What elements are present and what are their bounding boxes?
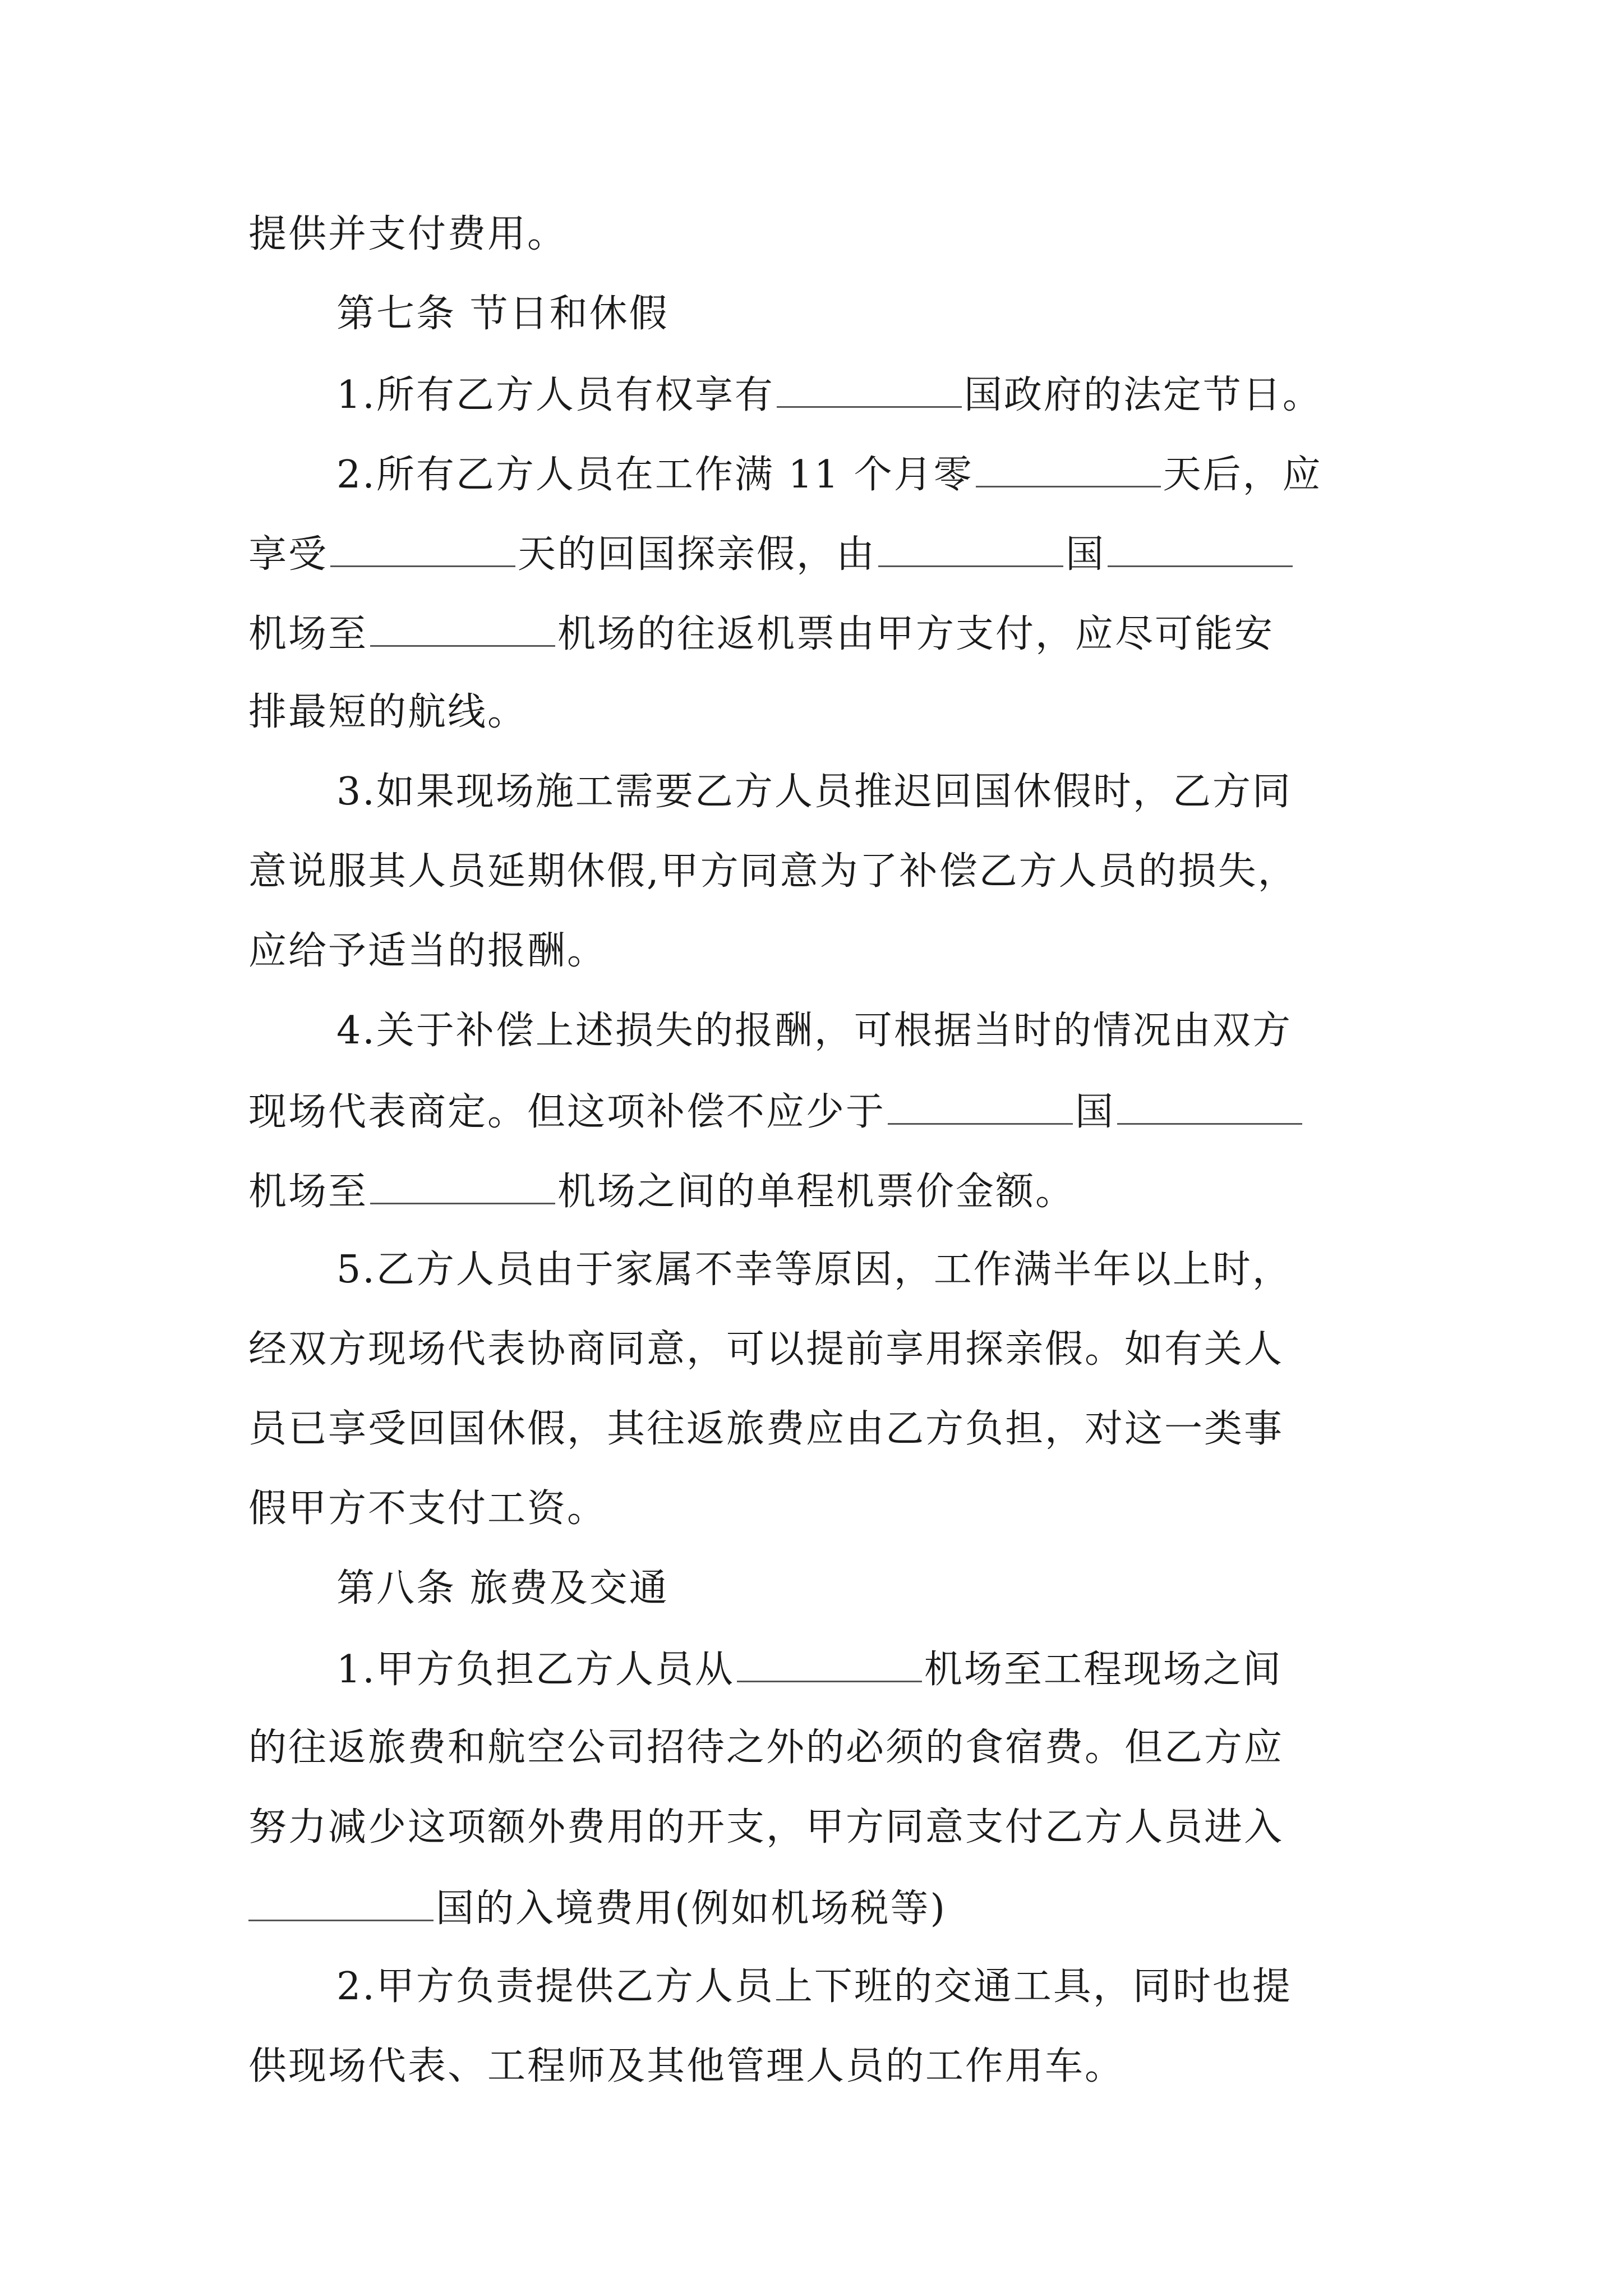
fill-in-blank [777,371,962,408]
text-segment: 1.所有乙方人员有权享有 [336,373,774,417]
text-line [248,2044,1124,2089]
text-line [336,1248,1292,1292]
text-segment: 假甲方不支付工资。 [248,1487,607,1531]
text-segment: 机场之间的单程机票价金额。 [557,1170,1076,1214]
section-heading [336,292,669,337]
fill-in-blank [370,1168,555,1204]
text-segment: 享受 [248,532,329,577]
text-segment: 机场至 [248,1170,368,1214]
text-line [248,212,567,257]
text-line [336,1009,1292,1053]
text-segment: 2.甲方负责提供乙方人员上下班的交通工具，同时也提 [336,1964,1292,2009]
text-segment: 员已享受回国休假，其往返旅费应由乙方负担，对这一类事 [248,1407,1284,1451]
text-segment: 提供并支付费用。 [248,212,568,256]
text-segment: 意说服其人员延期休假,甲方同意为了补偿乙方人员的损失， [248,849,1298,894]
fill-in-blank [888,1088,1073,1125]
text-segment: 第七条 节日和休假 [336,292,669,336]
text-line [248,1088,1304,1135]
text-line [336,371,1322,418]
text-segment: 4.关于补偿上述损失的报酬，可根据当时的情况由双方 [336,1009,1292,1053]
fill-in-blank [330,531,515,567]
text-line [336,1964,1292,2009]
text-line [248,690,527,735]
text-line [248,1726,1284,1770]
text-segment: 5.乙方人员由于家属不幸等原因，工作满半年以上时， [336,1248,1292,1292]
text-segment: 第八条 旅费及交通 [336,1566,669,1611]
text-segment: 经双方现场代表协商同意，可以提前享用探亲假。如有关人 [248,1327,1284,1372]
text-line [336,770,1292,815]
text-segment: 努力减少这项额外费用的开支，甲方同意支付乙方人员进入 [248,1805,1284,1849]
text-segment: 国的入境费用(例如机场税等) [436,1887,947,1931]
text-segment: 国 [1066,532,1106,577]
text-segment: 现场代表商定。但这项补偿不应少于 [248,1090,886,1134]
fill-in-blank [1108,531,1293,567]
text-line [248,1168,1075,1214]
text-segment: 机场至工程现场之间 [924,1648,1283,1692]
fill-in-blank [1117,1088,1302,1125]
fill-in-blank [976,451,1161,487]
text-line [248,1805,1284,1850]
text-segment: 1.甲方负担乙方人员从 [336,1648,735,1692]
text-segment: 机场的往返机票由甲方支付，应尽可能安 [557,612,1275,656]
text-segment: 供现场代表、工程师及其他管理人员的工作用车。 [248,2044,1125,2088]
text-segment: 排最短的航线。 [248,690,528,734]
text-line [248,929,607,974]
text-segment: 国 [1075,1090,1115,1134]
text-segment: 的往返旅费和航空公司招待之外的必须的食宿费。但乙方应 [248,1726,1284,1770]
text-line [248,610,1274,657]
text-segment: 国政府的法定节日。 [963,373,1322,417]
fill-in-blank [370,610,555,647]
section-heading [336,1566,669,1611]
text-segment: 应给予适当的报酬。 [248,929,607,973]
text-line [336,451,1322,498]
text-line [248,1407,1284,1452]
text-line [248,531,1295,577]
text-segment: 机场至 [248,612,368,656]
fill-in-blank [878,531,1063,567]
text-segment: 2.所有乙方人员在工作满 11 个月零 [336,453,974,497]
fill-in-blank [248,1885,434,1921]
text-line [336,1646,1283,1692]
text-line [248,849,1298,894]
fill-in-blank [737,1646,922,1682]
text-segment: 天后，应 [1163,453,1322,497]
text-segment: 3.如果现场施工需要乙方人员推迟回国休假时，乙方同 [336,770,1292,814]
text-line [248,1487,607,1531]
text-line [248,1885,947,1931]
text-line [248,1327,1284,1372]
text-segment: 天的回国探亲假，由 [518,532,877,577]
